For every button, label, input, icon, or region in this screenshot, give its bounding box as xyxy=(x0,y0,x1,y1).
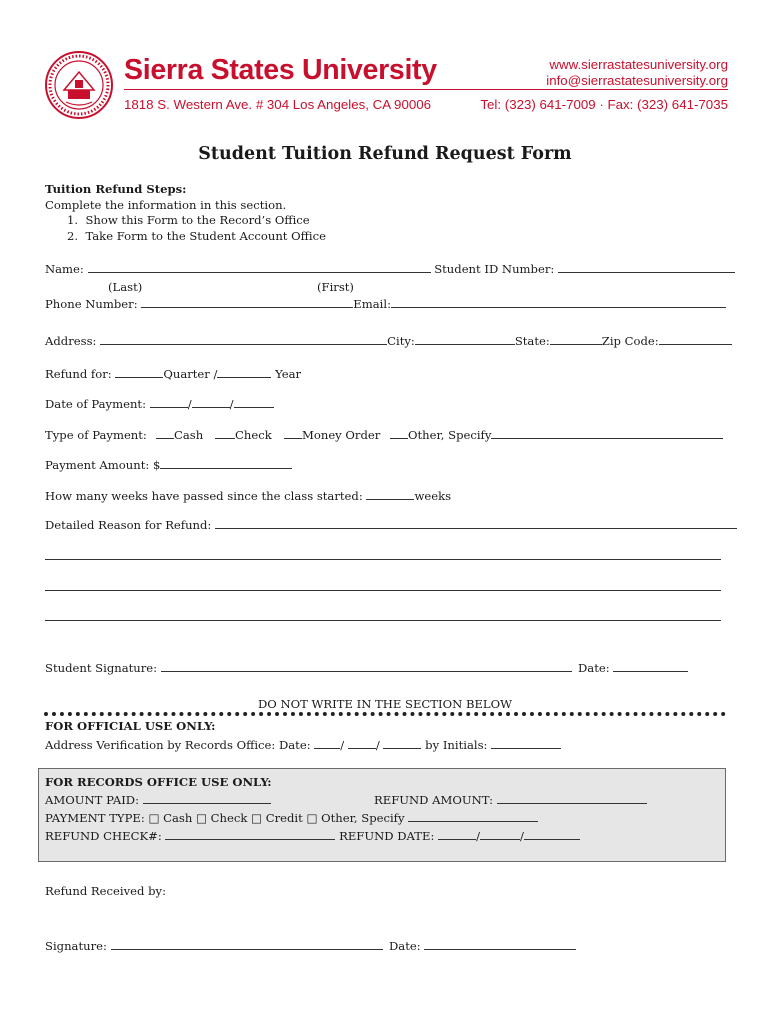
verification-year-field[interactable] xyxy=(383,738,421,749)
step-number: 2. xyxy=(67,229,79,243)
money-order-option[interactable] xyxy=(284,428,380,442)
other-checkbox-label: Other, Specify xyxy=(321,811,405,825)
refund-year-field[interactable] xyxy=(524,829,580,840)
student-date-field[interactable] xyxy=(613,661,688,672)
verification-month-field[interactable] xyxy=(314,738,340,749)
other-checkbox[interactable]: □ xyxy=(306,811,318,825)
header-divider xyxy=(124,89,728,90)
by-initials-label: by Initials: xyxy=(425,738,488,752)
check-label: Check xyxy=(235,428,272,442)
step-number: 1. xyxy=(67,213,79,227)
payment-amount-row xyxy=(45,458,292,472)
footer-date-label: Date: xyxy=(389,939,421,953)
payment-amount-label: Payment Amount: $ xyxy=(45,458,161,472)
email-field[interactable] xyxy=(391,297,726,308)
step-item xyxy=(67,213,310,227)
cash-checkbox[interactable]: □ xyxy=(148,811,160,825)
cash-checkbox-label: Cash xyxy=(163,811,193,825)
payment-type-row xyxy=(45,811,538,825)
student-id-field[interactable] xyxy=(558,262,735,273)
verification-label: Address Verification by Records Office: Date: xyxy=(45,738,311,752)
zip-label: Zip Code: xyxy=(601,334,659,348)
money-order-blank[interactable] xyxy=(284,428,302,439)
refund-for-label: Refund for: xyxy=(45,367,112,381)
university-phone-fax: Tel: (323) 641-7009 · Fax: (323) 641-7035 xyxy=(480,97,728,112)
reason-line[interactable] xyxy=(45,590,721,591)
refund-received-label: Refund Received by: xyxy=(45,884,166,898)
refund-check-field[interactable] xyxy=(165,829,335,840)
records-office-heading: FOR RECORDS OFFICE USE ONLY: xyxy=(45,775,272,789)
university-website[interactable]: www.sierrastatesuniversity.org xyxy=(549,57,728,72)
weeks-question: How many weeks have passed since the class started: xyxy=(45,489,363,503)
date-separator: / xyxy=(519,829,524,843)
cash-label: Cash xyxy=(174,428,204,442)
name-row xyxy=(45,262,735,276)
other-specify-field[interactable] xyxy=(491,428,723,439)
date-of-payment-label: Date of Payment: xyxy=(45,397,146,411)
money-order-label: Money Order xyxy=(302,428,381,442)
check-option[interactable] xyxy=(215,428,272,442)
type-of-payment-label: Type of Payment: xyxy=(45,428,147,442)
amount-paid-row xyxy=(45,793,271,807)
year-field[interactable] xyxy=(217,367,271,378)
student-id-label: Student ID Number: xyxy=(434,262,555,276)
cash-option[interactable] xyxy=(156,428,203,442)
step-item xyxy=(67,229,326,243)
credit-checkbox[interactable]: □ xyxy=(251,811,263,825)
step-text: Take Form to the Student Account Office xyxy=(85,229,326,243)
reason-label: Detailed Reason for Refund: xyxy=(45,518,212,532)
student-signature-row xyxy=(45,661,572,675)
do-not-write-notice: DO NOT WRITE IN THE SECTION BELOW xyxy=(257,697,513,711)
reason-field[interactable] xyxy=(215,518,737,529)
footer-signature-row xyxy=(45,939,383,953)
student-date-label: Date: xyxy=(578,661,610,675)
date-separator: / xyxy=(375,738,380,752)
cash-blank[interactable] xyxy=(156,428,174,439)
student-signature-field[interactable] xyxy=(161,661,572,672)
refund-for-row xyxy=(45,367,301,381)
city-label: City: xyxy=(387,334,415,348)
name-field[interactable] xyxy=(88,262,431,273)
address-field[interactable] xyxy=(100,334,387,345)
weeks-label: weeks xyxy=(414,489,452,503)
check-checkbox-label: Check xyxy=(210,811,248,825)
year-label: Year xyxy=(275,367,302,381)
other-option[interactable] xyxy=(390,428,723,442)
steps-heading: Tuition Refund Steps: xyxy=(45,182,187,196)
phone-email-row xyxy=(45,297,726,311)
verification-row xyxy=(45,738,561,752)
refund-check-row xyxy=(45,829,580,843)
check-checkbox[interactable]: □ xyxy=(195,811,207,825)
payment-type-label: PAYMENT TYPE: xyxy=(45,811,145,825)
steps-intro: Complete the information in this section. xyxy=(45,198,287,212)
zip-field[interactable] xyxy=(659,334,732,345)
address-label: Address: xyxy=(45,334,97,348)
payment-day-field[interactable] xyxy=(192,397,230,408)
step-text: Show this Form to the Record’s Office xyxy=(85,213,310,227)
university-address: 1818 S. Western Ave. # 304 Los Angeles, CA 90006 xyxy=(124,97,432,112)
refund-check-label: REFUND CHECK#: xyxy=(45,829,162,843)
student-date-row xyxy=(578,661,688,675)
payment-year-field[interactable] xyxy=(234,397,274,408)
footer-date-row xyxy=(389,939,576,953)
date-of-payment-row xyxy=(45,397,274,411)
date-separator: / xyxy=(187,397,192,411)
amount-paid-label: AMOUNT PAID: xyxy=(45,793,139,807)
weeks-field[interactable] xyxy=(366,489,414,500)
refund-amount-field[interactable] xyxy=(497,793,647,804)
university-seal-icon xyxy=(44,50,114,120)
quarter-field[interactable] xyxy=(115,367,163,378)
other-label: Other, Specify xyxy=(408,428,492,442)
section-divider xyxy=(44,712,726,716)
first-name-caption: (First) xyxy=(317,280,354,294)
check-blank[interactable] xyxy=(215,428,235,439)
official-use-heading: FOR OFFICIAL USE ONLY: xyxy=(45,719,216,733)
phone-label: Phone Number: xyxy=(45,297,138,311)
footer-signature-field[interactable] xyxy=(111,939,383,950)
refund-amount-row xyxy=(374,793,647,807)
payment-month-field[interactable] xyxy=(150,397,188,408)
university-name: Sierra States University xyxy=(124,54,437,86)
reason-row xyxy=(45,518,737,532)
footer-signature-label: Signature: xyxy=(45,939,107,953)
page-title: Student Tuition Refund Request Form xyxy=(198,144,572,164)
refund-date-label: REFUND DATE: xyxy=(339,829,435,843)
refund-amount-label: REFUND AMOUNT: xyxy=(374,793,494,807)
name-label: Name: xyxy=(45,262,84,276)
payment-type-other-field[interactable] xyxy=(408,811,538,822)
date-separator: / xyxy=(340,738,345,752)
amount-paid-field[interactable] xyxy=(143,793,271,804)
last-name-caption: (Last) xyxy=(108,280,143,294)
phone-field[interactable] xyxy=(141,297,353,308)
date-separator: / xyxy=(476,829,480,843)
quarter-label: Quarter / xyxy=(163,367,218,381)
state-field[interactable] xyxy=(550,334,602,345)
email-label: Email: xyxy=(353,297,391,311)
payment-amount-field[interactable] xyxy=(160,458,292,469)
refund-day-field[interactable] xyxy=(480,829,520,840)
university-contact xyxy=(546,57,728,89)
verification-day-field[interactable] xyxy=(348,738,376,749)
student-signature-label: Student Signature: xyxy=(45,661,158,675)
city-field[interactable] xyxy=(415,334,515,345)
date-separator: / xyxy=(229,397,234,411)
university-email[interactable]: info@sierrastatesuniversity.org xyxy=(546,73,728,88)
credit-checkbox-label: Credit xyxy=(265,811,303,825)
refund-month-field[interactable] xyxy=(438,829,476,840)
address-row xyxy=(45,334,732,348)
reason-line[interactable] xyxy=(45,559,721,560)
footer-date-field[interactable] xyxy=(424,939,576,950)
initials-field[interactable] xyxy=(491,738,561,749)
state-label: State: xyxy=(514,334,550,348)
reason-line[interactable] xyxy=(45,620,721,621)
weeks-row xyxy=(45,489,451,503)
other-blank[interactable] xyxy=(390,428,408,439)
